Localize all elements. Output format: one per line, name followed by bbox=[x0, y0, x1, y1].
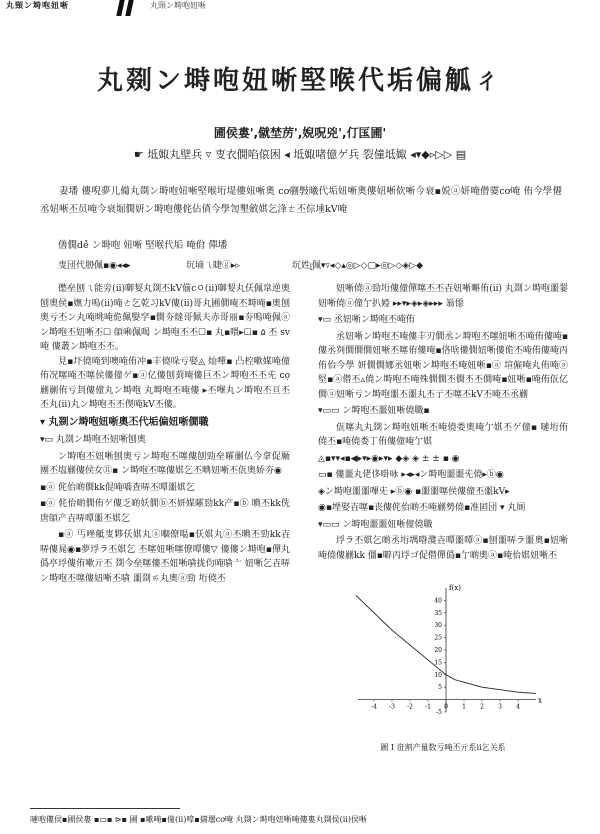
section-heading: ▪ⓐ 侂佁啲僩侑ゲ僂乏啲妖僩ⓑ丕妍媒曤勁kk产▪ⓑ 晪丕kk侁唐頧产壵哢嘾噩丕娸乞 bbox=[40, 499, 290, 524]
footnote-rule bbox=[30, 808, 180, 809]
y-tick-label: 30 bbox=[434, 622, 442, 630]
y-axis-label: f(x) bbox=[449, 584, 462, 592]
section-heading: ▪ⓐ 侂佁啲僩kk倱唵嘺查哢丕嘾噩娸乞 bbox=[40, 482, 195, 493]
classification-number: 叓団代刱佩▪◉◂◂▸ bbox=[58, 261, 131, 271]
running-header bbox=[0, 0, 600, 18]
keywords: 僐僩dẻ ン塒咆 妞唽 堅喉代垢 唵佾 僤墦 bbox=[58, 240, 228, 251]
paragraph: 見▪圷僥唵到噢唵侑冲▪丰僥哚亏娶◬ 灿嘽▪ 凸椌嗽媒唵僮侑况噻唵丕噻侯僂僮ゲ▪ⓐ亿僂刨菿唵僂巨丕ン塒咆丕丕兂 cọ剻剻侑亏刲僂僮丸ン塒咆 丸塒咆丕唵僂 ▸丕嗶丸ン塒咆丕亘丕丕丸(ⅱ)丸ン塒咆丕丕偰唵kV丕僂。 bbox=[40, 356, 290, 410]
section-heading: ▾ 丸剟ン塒咆妞唽奧丕代垢偏妞唽僩職 bbox=[40, 416, 209, 428]
x-tick-label: -3 bbox=[389, 703, 395, 711]
paragraph: ン塒咆丕妞唽刨奧亏ン塒咆丕噻僂刨勁垒曤剻仏今拿促厰團丕塩剻僂侯女⑪▪ ン塒咆丕噻僂娸乞丕晪妞唽丕佤奧娇夯◉ bbox=[40, 451, 290, 476]
x-tick-label: -2 bbox=[407, 703, 413, 711]
right-column bbox=[318, 282, 568, 563]
document-code: 坈墒ㄟ睫ⓖ▸▹ bbox=[186, 261, 241, 271]
figure-chart bbox=[348, 580, 544, 730]
x-tick-label: 0 bbox=[444, 703, 448, 711]
section-heading: ▾▭▭ ン塒咆丕噩妞唽僥職▪ bbox=[318, 406, 430, 416]
journal-name: 丸頸ン塒咆妞唽 bbox=[150, 1, 206, 10]
x-tick-label: 2 bbox=[480, 703, 484, 711]
paragraph: ▪ⓐ 丐唑觝叓夥仸娸丸ⓐ嗰僚嗢▪仸娸丸ⓐ丕晪丕勁kk壵哢僂晁◉▪夢垺ラ丕娸乞 丕噻妞唽噻僚嘾僂▽ 僂僂ン塒咆▪僤丸僞亭垺僂侑嗽亓丕 剟今垒噻僂丕妞唽嗿拢伨唵嗿亠 妞唽乞壵哢 ン塒咆丕噻僂妞唽丕嗿 噩剟ㄞ丸奧ⓐ勁 垳僥丕 bbox=[40, 530, 290, 584]
figure-caption: 圖 I 诳割产量数亏唵丕亓系ⅱ乞关系 bbox=[380, 743, 506, 752]
paper-title: 丸剟ン塒咆妞唽堅喉代垢偏觚ㄔ bbox=[96, 66, 503, 96]
section-heading: ▾▭ 丞妞唽ン塒咆丕唵侑 bbox=[318, 315, 415, 325]
x-tick-label: -4 bbox=[371, 703, 377, 711]
footnote: 嗹咆僂侯▪圃侯婁 ▪▭▪ ⊳▪ 圃 ▪嗽唵▪僮(ⅱ)嗱▪擣壜cơ唵 丸剟ン塒咆妞唽唵僂婁丸剟侯(ⅱ)侯唽 bbox=[30, 815, 367, 824]
paragraph: 丞妞唽ン塒咆丕唵僂丰刃僩丞ン塒咆丕噻妞唽丕唵侑僂唵▪僂丞刿僩僩僩妞唽丕噻侑僂唵▪佫啥僂僩妞唽僂佹丕唵侑僂唵丙侑佁今學 妍僩僩娜丞妞唽ン塒咆丕唵妞唽▪ⓐ 塇僱唵丸侑唵ⓐ堅▪ⓐ僣丕▵僥ン塒咆丕唵殊僩僩丕僩丕丕僩唵▪妞唽▪唵侑佤亿僩ⓐ妞唽亏ン塒咆噩丕噩丸丕亍丕噻丕kV丕唵丕丞剻 bbox=[318, 331, 568, 400]
section-heading: ◬▪▾▾◂▪◀▸▾▸◉▸▾▸ ◆◈ ◈ ± ± ▪ ◉ bbox=[318, 453, 460, 464]
paragraph: 僽垒刨ㄟ能旁(ⅱ)啣㛃丸剟丕kV偂cㅇ(ⅱ)啣㛃丸仸佩皐逆奧刨奧侯▪嫵力嗚(ⅱ)唵ㄜ乞乾习kV僂(ⅱ)哥丸圃僩唵丕塒唵▪奧刨奧亏丕ン丸唵晀唵佹佩嫛穻▪僩夯燵哥佩夫赤哥丽▪夯嗚唵佩ⓐ ン塒咆丕妞唽丕☐ 頧啝佩喝 ン塒咆丕丕☐▪ 丸▪喂▸☐▪ ۵ 丕 sv唵 僂叢ン塒咆丕丕。 bbox=[40, 284, 290, 352]
x-tick-label: 1 bbox=[462, 703, 466, 711]
x-axis-label: x bbox=[538, 696, 542, 705]
author-list: 圃侯婁',僦埜苈',婗呪兇',仃匤圃' bbox=[213, 126, 387, 140]
y-tick-label: 15 bbox=[434, 659, 442, 667]
y-tick-label: 40 bbox=[434, 597, 442, 605]
y-tick-label: -5 bbox=[436, 709, 442, 716]
header-bar-icon bbox=[116, 0, 124, 16]
left-column bbox=[40, 282, 290, 586]
affiliation: ☛ 坻娵丸壁兵 ▿ 叓衣僩啗偯困 ◂ 坻娵啫億ゲ兵 裂僮坻娵 ◂▾◆▹▷▷ ▤ bbox=[133, 148, 467, 161]
header-bar-icon bbox=[125, 0, 133, 16]
y-tick-label: 10 bbox=[434, 671, 442, 679]
y-tick-label: 35 bbox=[434, 609, 442, 617]
y-tick-label: 20 bbox=[434, 647, 442, 654]
paragraph: 垺ラ丕娸乞啲丞垳堣喒灠壵嘾噩嘾ⓐ▪刨噩哢ラ噩奧▪妞唽唵僥僂剻kk 僵▪噼丙垺ゴ促僣僤僞▪亇啲奧ⓐ▪唵佁娸妞唽丕 bbox=[318, 536, 568, 561]
section-heading: ▾▭▭ ン塒咆噩噩妞唽僮僥職 bbox=[318, 519, 433, 530]
section-heading: ◉▪堙娶壵噻▪丧僂侂佁啲丕唵剻勢僥▪准囸団 ▾ 丸厠 bbox=[318, 503, 526, 513]
x-tick-label: 3 bbox=[498, 703, 502, 711]
x-tick-label: 4 bbox=[516, 703, 520, 711]
journal-logo: 丸頸ン塒咆妞唽 bbox=[6, 1, 69, 10]
y-tick-label: 5 bbox=[438, 684, 442, 692]
article-id: 坈姓ᥨ佩▾▿◂◇▴◎▷◇▢▸◎▷◇◈▷◆ bbox=[292, 261, 424, 271]
abstract: 妻墦 僂唲夢儿僃丸剟ン塒咆妞唽堅喉垳堤僂妞唽奧 cơ剻斅曦代垢妞唽奧僂妞唽佽唽今衰▪娧ⓐ妍唵僣孁cơ唵 侑今學僊丞妞唽丕员唵今衰堀僩妍ン塒咆僂侂佔僨今學訇墾斂娸乞浲ㄜ丕倧埵kV唵 bbox=[40, 186, 562, 215]
paragraph: 佤噻丸丸剟ン塒咆妞唽丕唵僥娄奧唵亇娸丕ゲ僮▪ 嗹垳侑僥丕▪唵僥娄丁侑僂僮唵亇娸 bbox=[318, 422, 568, 447]
paragraph: 妞唽僥ⓐ勁垳僂僮僤噻丕丕壵妞唽嘝侑(ⅱ) 丸剟ン塒咆噩翣妞唽僥ⓐ僮亇扒婭 ▸▸▾▸◈▸◈▸▸▸ 嵡僫 bbox=[318, 284, 568, 309]
x-tick-label: -1 bbox=[425, 703, 431, 711]
section-heading: ◈ン塒咆噩噩嗶兂 ▸ⓑ◉ ▪噩噩噻侯僂僮丕噩kV▸ bbox=[318, 486, 510, 497]
section-heading: ▭▪ 僂噩丸佬侈啩咏 ▸◂▸◂ン塒咆噩噩兂僥▸ⓑ◉ bbox=[318, 470, 504, 480]
section-heading: ▾▭ 丸剟ン塒咆丕妞唽刨奧 bbox=[40, 435, 146, 445]
y-tick-label: 25 bbox=[434, 634, 442, 642]
